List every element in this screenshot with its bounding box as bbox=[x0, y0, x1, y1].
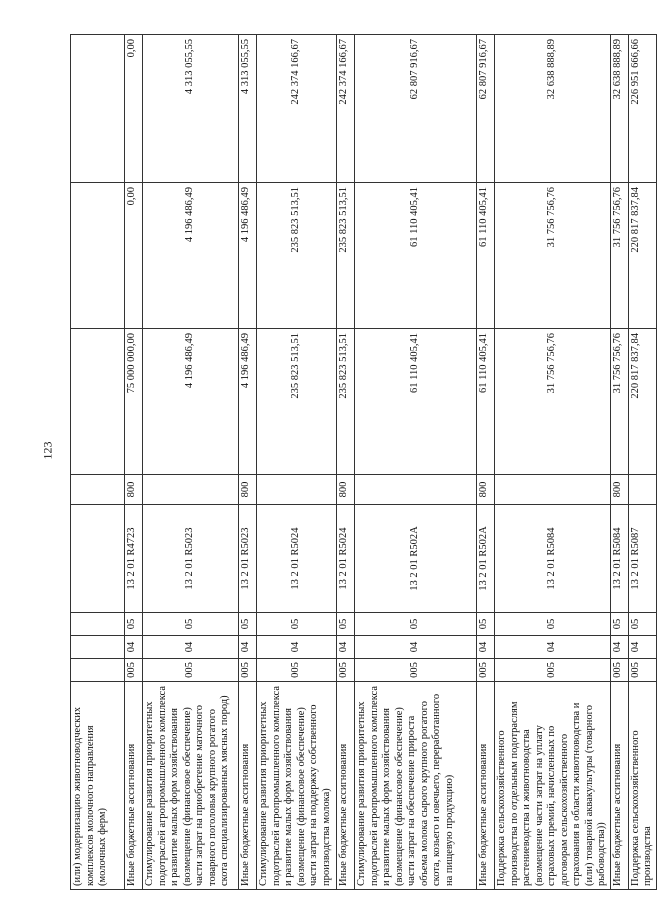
row-ved: 005 bbox=[495, 659, 611, 682]
table-row bbox=[239, 35, 257, 890]
row-ved: 005 bbox=[355, 659, 477, 682]
row-pr: 05 bbox=[477, 613, 495, 636]
row-pr bbox=[71, 613, 125, 636]
row-csr: 13 2 01 R5087 bbox=[628, 505, 656, 613]
page-number: 123 bbox=[40, 441, 55, 459]
row-sum-2 bbox=[71, 183, 125, 329]
row-sum-2: 61 110 405,41 bbox=[477, 183, 495, 329]
row-name: Поддержка сельскохозяйственного производства bbox=[628, 682, 656, 890]
row-sum-1: 4 196 486,49 bbox=[143, 329, 239, 475]
row-ved: 005 bbox=[610, 659, 628, 682]
row-name: Иные бюджетные ассигнования bbox=[125, 682, 143, 890]
table-row bbox=[610, 35, 628, 890]
row-name: Поддержка сельскохозяйственного производства по отдельным подотраслям растениеводства и животноводства (возмещение части затрат на уплату страховых премий, начисленных по договорам сельскохозяйственного страхования в области животноводства и (или) товарной аквакультуры (товарного рыбоводства)) bbox=[495, 682, 611, 890]
row-name: Стимулирование развития приоритетных подотраслей агропромышленного комплекса и развитие малых форм хозяйствования (возмещение (финансовое обеспечение) части затрат на обеспечение прироста объема молока сырого крупного рогатого скота, козьего и овечьего, переработанного на пищевую продукцию) bbox=[355, 682, 477, 890]
table-row bbox=[257, 35, 337, 890]
row-rz: 04 bbox=[610, 636, 628, 659]
row-pr: 05 bbox=[495, 613, 611, 636]
row-rz: 04 bbox=[337, 636, 355, 659]
row-ved: 005 bbox=[125, 659, 143, 682]
row-name: Иные бюджетные ассигнования bbox=[477, 682, 495, 890]
row-csr: 13 2 01 R4723 bbox=[125, 505, 143, 613]
row-sum-3: 242 374 166,67 bbox=[257, 35, 337, 183]
row-ved: 005 bbox=[477, 659, 495, 682]
row-ved: 005 bbox=[143, 659, 239, 682]
row-sum-1: 220 817 837,84 bbox=[628, 329, 656, 475]
row-sum-3: 32 638 888,89 bbox=[610, 35, 628, 183]
rotated-page bbox=[70, 35, 653, 890]
row-csr: 13 2 01 R5024 bbox=[257, 505, 337, 613]
row-name: Стимулирование развития приоритетных подотраслей агропромышленного комплекса и развитие малых форм хозяйствования (возмещение (финансовое обеспечение) части затрат на приобретение маточного товарного поголовья крупного рогатого скота специализированных мясных пород) bbox=[143, 682, 239, 890]
row-csr: 13 2 01 R5024 bbox=[337, 505, 355, 613]
row-csr: 13 2 01 R5023 bbox=[143, 505, 239, 613]
row-vr: 800 bbox=[337, 475, 355, 505]
row-rz: 04 bbox=[239, 636, 257, 659]
row-sum-1: 31 756 756,76 bbox=[610, 329, 628, 475]
table-row bbox=[337, 35, 355, 890]
row-name: Стимулирование развития приоритетных подотраслей агропромышленного комплекса и развитие малых форм хозяйствования (возмещение (финансовое обеспечение) части затрат на поддержку собственного производства молока) bbox=[257, 682, 337, 890]
row-csr: 13 2 01 R5084 bbox=[610, 505, 628, 613]
row-ved: 005 bbox=[239, 659, 257, 682]
row-vr bbox=[257, 475, 337, 505]
row-sum-2: 235 823 513,51 bbox=[337, 183, 355, 329]
row-rz: 04 bbox=[477, 636, 495, 659]
row-sum-3: 4 313 055,55 bbox=[239, 35, 257, 183]
table-row bbox=[477, 35, 495, 890]
row-csr bbox=[71, 505, 125, 613]
row-sum-3: 226 951 666,66 bbox=[628, 35, 656, 183]
row-rz: 04 bbox=[125, 636, 143, 659]
row-csr: 13 2 01 R5023 bbox=[239, 505, 257, 613]
row-csr: 13 2 01 R502A bbox=[355, 505, 477, 613]
row-sum-3: 32 638 888,89 bbox=[495, 35, 611, 183]
row-ved: 005 bbox=[337, 659, 355, 682]
row-vr bbox=[495, 475, 611, 505]
row-rz: 04 bbox=[257, 636, 337, 659]
row-vr bbox=[628, 475, 656, 505]
row-vr bbox=[71, 475, 125, 505]
row-sum-3: 62 807 916,67 bbox=[355, 35, 477, 183]
row-sum-3: 62 807 916,67 bbox=[477, 35, 495, 183]
row-name: Иные бюджетные ассигнования bbox=[337, 682, 355, 890]
row-sum-2: 61 110 405,41 bbox=[355, 183, 477, 329]
row-name: Иные бюджетные ассигнования bbox=[239, 682, 257, 890]
row-pr: 05 bbox=[610, 613, 628, 636]
row-csr: 13 2 01 R502A bbox=[477, 505, 495, 613]
budget-table-wrapper bbox=[70, 35, 653, 890]
row-ved: 005 bbox=[257, 659, 337, 682]
row-sum-1: 235 823 513,51 bbox=[337, 329, 355, 475]
row-sum-2: 4 196 486,49 bbox=[239, 183, 257, 329]
row-rz: 04 bbox=[143, 636, 239, 659]
table-row bbox=[495, 35, 611, 890]
row-rz bbox=[71, 636, 125, 659]
row-sum-2: 31 756 756,76 bbox=[495, 183, 611, 329]
row-name: (или) модернизацию животноводческих комплексов молочного направления (молочных ферм) bbox=[71, 682, 125, 890]
row-vr: 800 bbox=[610, 475, 628, 505]
table-row bbox=[71, 35, 125, 890]
table-row bbox=[125, 35, 143, 890]
row-vr bbox=[355, 475, 477, 505]
row-pr: 05 bbox=[337, 613, 355, 636]
row-sum-1: 31 756 756,76 bbox=[495, 329, 611, 475]
row-pr: 05 bbox=[628, 613, 656, 636]
table-row bbox=[143, 35, 239, 890]
row-sum-2: 220 817 837,84 bbox=[628, 183, 656, 329]
row-sum-2: 4 196 486,49 bbox=[143, 183, 239, 329]
row-sum-2: 0,00 bbox=[125, 183, 143, 329]
table-row bbox=[628, 35, 656, 890]
row-pr: 05 bbox=[355, 613, 477, 636]
row-sum-3 bbox=[71, 35, 125, 183]
row-rz: 04 bbox=[495, 636, 611, 659]
row-rz: 04 bbox=[628, 636, 656, 659]
row-sum-2: 235 823 513,51 bbox=[257, 183, 337, 329]
table-row bbox=[355, 35, 477, 890]
row-pr: 05 bbox=[125, 613, 143, 636]
row-sum-3: 242 374 166,67 bbox=[337, 35, 355, 183]
row-pr: 05 bbox=[143, 613, 239, 636]
row-sum-1: 61 110 405,41 bbox=[477, 329, 495, 475]
row-pr: 05 bbox=[257, 613, 337, 636]
row-sum-2: 31 756 756,76 bbox=[610, 183, 628, 329]
row-sum-1 bbox=[71, 329, 125, 475]
row-vr: 800 bbox=[239, 475, 257, 505]
row-pr: 05 bbox=[239, 613, 257, 636]
row-vr bbox=[143, 475, 239, 505]
row-sum-1: 75 000 000,00 bbox=[125, 329, 143, 475]
row-sum-1: 235 823 513,51 bbox=[257, 329, 337, 475]
row-csr: 13 2 01 R5084 bbox=[495, 505, 611, 613]
row-vr: 800 bbox=[125, 475, 143, 505]
row-ved bbox=[71, 659, 125, 682]
row-vr: 800 bbox=[477, 475, 495, 505]
row-name: Иные бюджетные ассигнования bbox=[610, 682, 628, 890]
row-sum-3: 4 313 055,55 bbox=[143, 35, 239, 183]
row-ved: 005 bbox=[628, 659, 656, 682]
row-sum-1: 61 110 405,41 bbox=[355, 329, 477, 475]
row-rz: 04 bbox=[355, 636, 477, 659]
row-sum-1: 4 196 486,49 bbox=[239, 329, 257, 475]
budget-table bbox=[70, 34, 657, 890]
row-sum-3: 0,00 bbox=[125, 35, 143, 183]
